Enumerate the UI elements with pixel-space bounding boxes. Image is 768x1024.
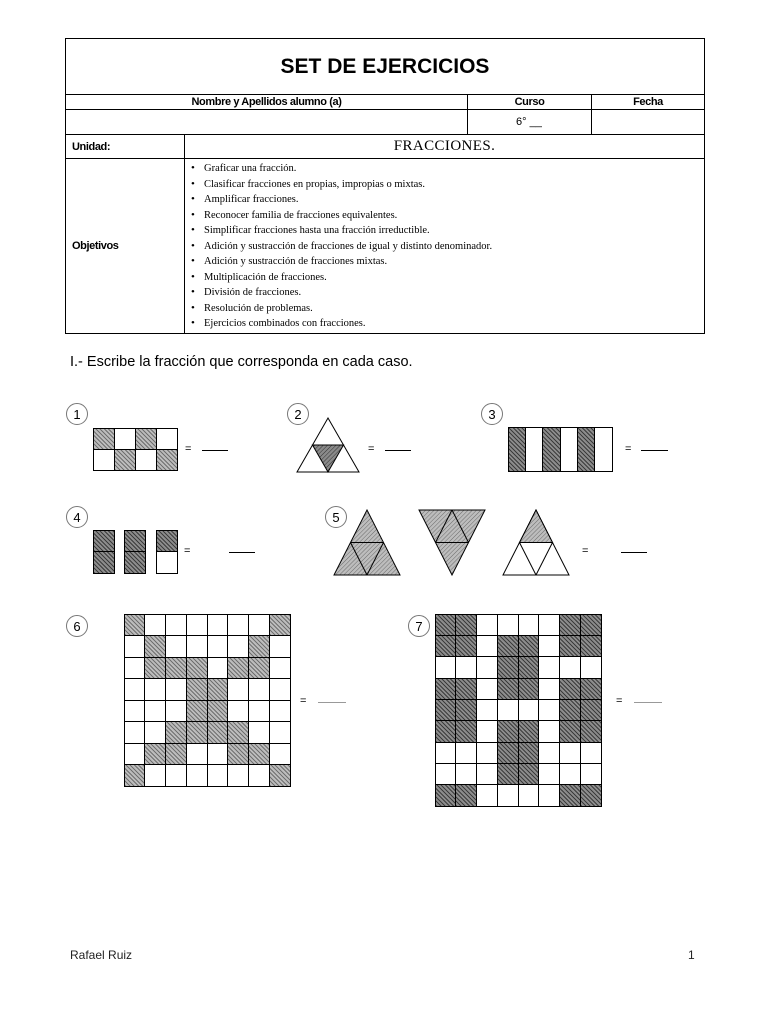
shaded-cell xyxy=(186,700,208,723)
empty-cell xyxy=(186,764,208,787)
empty-cell xyxy=(538,656,560,678)
shaded-cell xyxy=(580,720,602,742)
date-column-header: Fecha xyxy=(633,96,663,108)
empty-cell xyxy=(538,742,560,764)
exercise-4-bar xyxy=(156,530,177,573)
shaded-cell xyxy=(93,551,115,574)
empty-cell xyxy=(497,699,519,721)
empty-cell xyxy=(518,614,540,636)
empty-cell xyxy=(455,656,477,678)
shaded-cell xyxy=(165,657,187,680)
shaded-cell xyxy=(518,742,540,764)
page-title: SET DE EJERCICIOS xyxy=(66,39,704,95)
shaded-cell xyxy=(435,635,457,657)
shaded-cell xyxy=(559,678,581,700)
exercise-5-triangle-a xyxy=(333,509,401,576)
shaded-cell xyxy=(144,743,166,766)
shaded-cell xyxy=(269,614,291,637)
shaded-cell xyxy=(455,635,477,657)
shaded-cell xyxy=(186,678,208,701)
empty-cell xyxy=(124,678,146,701)
empty-cell xyxy=(538,784,560,806)
objectives-list xyxy=(185,159,704,333)
empty-cell xyxy=(560,427,578,472)
empty-cell xyxy=(144,678,166,701)
objective-item: • División de fracciones. xyxy=(191,285,704,301)
objective-item: • Ejercicios combinados con fracciones. xyxy=(191,316,704,332)
shaded-cell xyxy=(207,678,229,701)
empty-cell xyxy=(476,614,498,636)
empty-cell xyxy=(207,743,229,766)
answer-blank[interactable] xyxy=(202,450,228,451)
exercise-4-bar xyxy=(93,530,114,573)
shaded-cell xyxy=(248,657,270,680)
shaded-cell xyxy=(93,428,115,450)
empty-cell xyxy=(114,428,136,450)
empty-cell xyxy=(248,678,270,701)
shaded-cell xyxy=(580,699,602,721)
empty-cell xyxy=(476,699,498,721)
empty-cell xyxy=(269,721,291,744)
exercise-number: 6 xyxy=(66,615,88,637)
exercise-6-figure xyxy=(124,614,290,786)
empty-cell xyxy=(144,614,166,637)
shaded-cell xyxy=(124,614,146,637)
footer-author: Rafael Ruiz xyxy=(70,948,133,962)
equals-sign: = xyxy=(625,443,632,455)
empty-cell xyxy=(455,742,477,764)
equals-sign: = xyxy=(184,545,191,557)
empty-cell xyxy=(559,763,581,785)
equals-sign: = xyxy=(582,545,589,557)
shaded-cell xyxy=(269,764,291,787)
empty-cell xyxy=(227,700,249,723)
equals-sign: = xyxy=(616,695,623,707)
empty-cell xyxy=(476,742,498,764)
course-field[interactable]: 6° __ xyxy=(468,110,592,134)
shaded-cell xyxy=(144,657,166,680)
empty-cell xyxy=(580,656,602,678)
unit-label: Unidad: xyxy=(66,135,185,158)
empty-cell xyxy=(144,721,166,744)
shaded-cell xyxy=(186,721,208,744)
shaded-cell xyxy=(455,614,477,636)
exercise-3-figure xyxy=(508,427,612,471)
name-field[interactable] xyxy=(66,110,468,134)
objective-item: • Amplificar fracciones. xyxy=(191,192,704,208)
shaded-cell xyxy=(248,635,270,658)
shaded-cell xyxy=(165,721,187,744)
empty-cell xyxy=(207,764,229,787)
empty-cell xyxy=(165,614,187,637)
empty-cell xyxy=(227,614,249,637)
empty-cell xyxy=(580,763,602,785)
shaded-cell xyxy=(435,720,457,742)
shaded-cell xyxy=(497,742,519,764)
empty-cell xyxy=(227,764,249,787)
empty-cell xyxy=(476,720,498,742)
shaded-cell xyxy=(455,784,477,806)
exercise-number: 2 xyxy=(287,403,309,425)
shaded-cell xyxy=(497,678,519,700)
objective-item: • Adición y sustracción de fracciones de igual y distinto denominador. xyxy=(191,239,704,255)
shaded-cell xyxy=(124,551,146,574)
empty-cell xyxy=(186,743,208,766)
answer-blank[interactable] xyxy=(385,450,411,451)
shaded-cell xyxy=(248,743,270,766)
exercise-number: 1 xyxy=(66,403,88,425)
empty-cell xyxy=(165,764,187,787)
shaded-cell xyxy=(497,635,519,657)
objectives-label: Objetivos xyxy=(66,159,185,333)
empty-cell xyxy=(538,763,560,785)
shaded-cell xyxy=(455,699,477,721)
shaded-cell xyxy=(455,720,477,742)
answer-blank[interactable] xyxy=(318,702,346,703)
shaded-cell xyxy=(207,721,229,744)
shaded-cell xyxy=(497,763,519,785)
exercise-number: 5 xyxy=(325,506,347,528)
empty-cell xyxy=(476,635,498,657)
exercise-7-figure xyxy=(435,614,601,806)
empty-cell xyxy=(124,657,146,680)
answer-blank[interactable] xyxy=(634,702,662,703)
objective-item: • Resolución de problemas. xyxy=(191,301,704,317)
shaded-cell xyxy=(435,784,457,806)
shaded-cell xyxy=(93,530,115,553)
shaded-cell xyxy=(559,699,581,721)
empty-cell xyxy=(476,678,498,700)
empty-cell xyxy=(144,764,166,787)
date-field[interactable] xyxy=(592,110,704,134)
exercise-1-figure xyxy=(93,428,177,470)
empty-cell xyxy=(207,614,229,637)
shaded-cell xyxy=(497,720,519,742)
equals-sign: = xyxy=(300,695,307,707)
empty-cell xyxy=(124,743,146,766)
empty-cell xyxy=(435,742,457,764)
exercise-5-triangle-c xyxy=(502,509,570,576)
shaded-cell xyxy=(559,720,581,742)
exercise-number: 7 xyxy=(408,615,430,637)
empty-cell xyxy=(538,720,560,742)
shaded-cell xyxy=(186,657,208,680)
empty-cell xyxy=(93,449,115,471)
empty-cell xyxy=(538,614,560,636)
shaded-cell xyxy=(497,656,519,678)
shaded-cell xyxy=(518,720,540,742)
shaded-cell xyxy=(124,764,146,787)
empty-cell xyxy=(156,551,178,574)
shaded-cell xyxy=(135,428,157,450)
empty-cell xyxy=(476,784,498,806)
empty-cell xyxy=(135,449,157,471)
shaded-cell xyxy=(207,700,229,723)
empty-cell xyxy=(518,784,540,806)
shaded-cell xyxy=(518,678,540,700)
empty-cell xyxy=(559,656,581,678)
shaded-cell xyxy=(559,635,581,657)
shaded-cell xyxy=(518,656,540,678)
empty-cell xyxy=(497,784,519,806)
header-columns xyxy=(66,95,704,110)
shaded-cell xyxy=(156,530,178,553)
shaded-cell xyxy=(124,530,146,553)
answer-blank[interactable] xyxy=(229,552,255,553)
shaded-cell xyxy=(518,635,540,657)
shaded-cell xyxy=(435,699,457,721)
objective-item: • Adición y sustracción de fracciones mixtas. xyxy=(191,254,704,270)
exercise-2-figure xyxy=(296,417,360,473)
equals-sign: = xyxy=(368,443,375,455)
empty-cell xyxy=(227,635,249,658)
instruction-text: I.- Escribe la fracción que corresponda en cada caso. xyxy=(70,354,413,370)
empty-cell xyxy=(156,428,178,450)
empty-cell xyxy=(594,427,612,472)
empty-cell xyxy=(207,635,229,658)
empty-cell xyxy=(269,635,291,658)
exercise-5-triangle-b xyxy=(418,509,486,576)
shaded-cell xyxy=(542,427,560,472)
shaded-cell xyxy=(508,427,526,472)
empty-cell xyxy=(144,700,166,723)
empty-cell xyxy=(124,635,146,658)
unit-value: FRACCIONES. xyxy=(393,138,496,154)
answer-blank[interactable] xyxy=(621,552,647,553)
objective-item: • Clasificar fracciones en propias, impropias o mixtas. xyxy=(191,177,704,193)
empty-cell xyxy=(269,657,291,680)
header-table xyxy=(65,38,705,334)
student-info-row xyxy=(66,110,704,135)
answer-blank[interactable] xyxy=(641,450,668,451)
shaded-cell xyxy=(580,614,602,636)
empty-cell xyxy=(538,699,560,721)
shaded-cell xyxy=(144,635,166,658)
empty-cell xyxy=(476,656,498,678)
shaded-cell xyxy=(559,784,581,806)
empty-cell xyxy=(248,721,270,744)
shaded-cell xyxy=(114,449,136,471)
empty-cell xyxy=(435,656,457,678)
exercise-4-bar xyxy=(124,530,145,573)
empty-cell xyxy=(186,614,208,637)
name-column-header: Nombre y Apellidos alumno (a) xyxy=(66,95,468,109)
objective-item: • Graficar una fracción. xyxy=(191,161,704,177)
empty-cell xyxy=(248,700,270,723)
shaded-cell xyxy=(518,763,540,785)
empty-cell xyxy=(165,700,187,723)
shaded-cell xyxy=(455,678,477,700)
empty-cell xyxy=(165,678,187,701)
empty-cell xyxy=(207,657,229,680)
exercise-number: 3 xyxy=(481,403,503,425)
unit-row xyxy=(66,135,704,159)
empty-cell xyxy=(269,700,291,723)
empty-cell xyxy=(559,742,581,764)
shaded-cell xyxy=(559,614,581,636)
shaded-cell xyxy=(435,614,457,636)
empty-cell xyxy=(455,763,477,785)
empty-cell xyxy=(538,635,560,657)
empty-cell xyxy=(124,700,146,723)
empty-cell xyxy=(248,764,270,787)
shaded-cell xyxy=(580,678,602,700)
course-column-header: Curso xyxy=(468,95,592,109)
page-number: 1 xyxy=(688,948,695,962)
shaded-cell xyxy=(227,657,249,680)
objective-item: • Simplificar fracciones hasta una fracción irreductible. xyxy=(191,223,704,239)
empty-cell xyxy=(476,763,498,785)
objective-item: • Reconocer familia de fracciones equivalentes. xyxy=(191,208,704,224)
shaded-cell xyxy=(577,427,595,472)
objective-item: • Multiplicación de fracciones. xyxy=(191,270,704,286)
empty-cell xyxy=(186,635,208,658)
empty-cell xyxy=(248,614,270,637)
empty-cell xyxy=(124,721,146,744)
shaded-cell xyxy=(165,743,187,766)
exercise-number: 4 xyxy=(66,506,88,528)
shaded-cell xyxy=(156,449,178,471)
empty-cell xyxy=(538,678,560,700)
empty-cell xyxy=(435,763,457,785)
shaded-cell xyxy=(580,784,602,806)
empty-cell xyxy=(165,635,187,658)
empty-cell xyxy=(525,427,543,472)
shaded-cell xyxy=(227,721,249,744)
equals-sign: = xyxy=(185,443,192,455)
empty-cell xyxy=(518,699,540,721)
empty-cell xyxy=(227,678,249,701)
shaded-cell xyxy=(435,678,457,700)
shaded-cell xyxy=(580,635,602,657)
objectives-row xyxy=(66,159,704,333)
empty-cell xyxy=(580,742,602,764)
shaded-cell xyxy=(227,743,249,766)
empty-cell xyxy=(497,614,519,636)
empty-cell xyxy=(269,743,291,766)
empty-cell xyxy=(269,678,291,701)
